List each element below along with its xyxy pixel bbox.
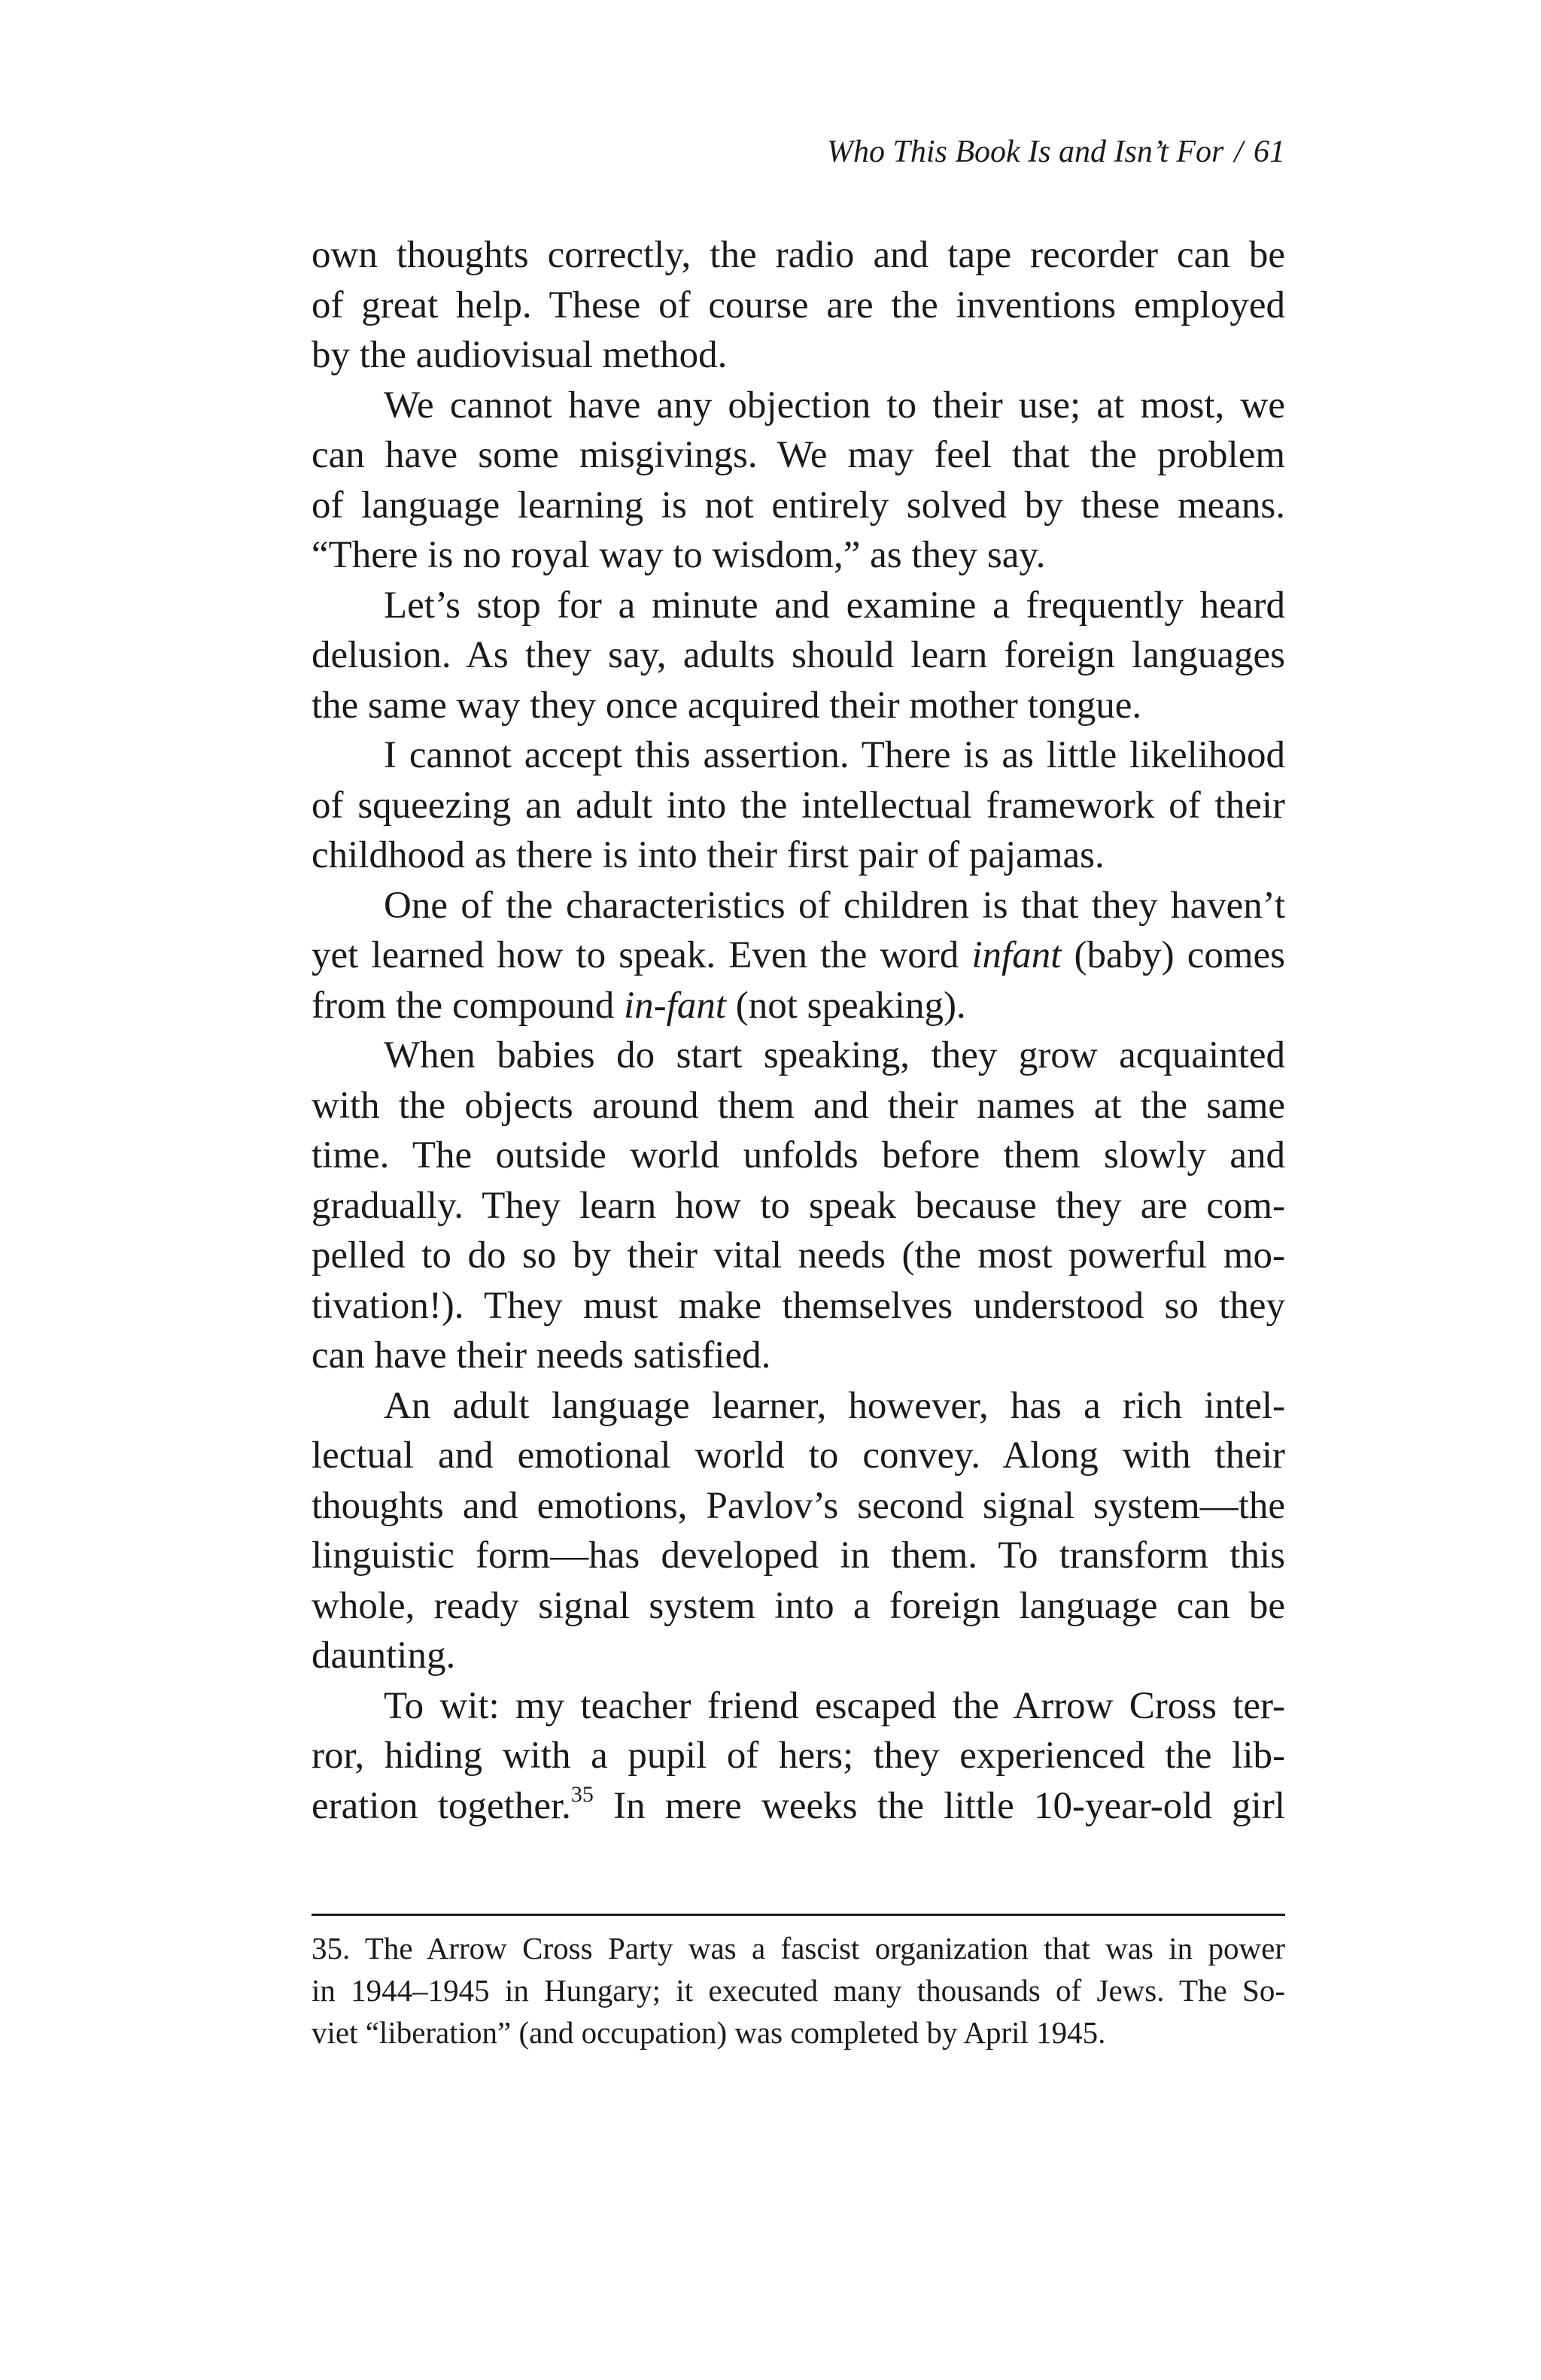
body-line: We cannot have any objection to their use; at most, we (384, 384, 1285, 427)
body-line: “There is no royal way to wisdom,” as they say. (312, 534, 1046, 576)
footnote-reference[interactable]: 35 (570, 1781, 594, 1807)
body-line: delusion. As they say, adults should learn foreign languages (312, 634, 1285, 676)
body-text (312, 230, 1285, 1831)
body-line: linguistic form—has developed in them. To transform this (312, 1535, 1285, 1577)
body-line: An adult language learner, however, has a rich intel- (384, 1384, 1285, 1427)
body-line: Let’s stop for a minute and examine a frequently heard (384, 584, 1285, 627)
body-line: When babies do start speaking, they grow acquainted (384, 1034, 1285, 1076)
body-line: childhood as there is into their first pair of pajamas. (312, 834, 1105, 876)
italic-term-in-fant: in-fant (624, 984, 726, 1027)
body-line-in-fant: from the compound in-fant (not speaking). (312, 984, 966, 1027)
body-line: time. The outside world unfolds before them slowly and (312, 1134, 1285, 1176)
body-line: daunting. (312, 1635, 456, 1677)
body-line: of great help. These of course are the inventions employed (312, 284, 1285, 326)
body-line: the same way they once acquired their mother tongue. (312, 684, 1142, 727)
header-separator: / (1234, 135, 1243, 169)
body-line: own thoughts correctly, the radio and tape recorder can be (312, 234, 1285, 276)
running-title: Who This Book Is and Isn’t For (827, 135, 1224, 169)
italic-term-infant: infant (971, 934, 1062, 976)
body-line: can have some misgivings. We may feel that the problem (312, 434, 1285, 476)
body-line: pelled to do so by their vital needs (the most powerful mo- (312, 1234, 1285, 1277)
footnote-line: in 1944–1945 in Hungary; it executed many thousands of Jews. The So- (312, 1973, 1285, 2008)
body-line: One of the characteristics of children is that they haven’t (384, 884, 1285, 927)
body-line: of squeezing an adult into the intellectual framework of their (312, 784, 1285, 827)
body-line: thoughts and emotions, Pavlov’s second signal system—the (312, 1484, 1285, 1527)
body-line-infant: yet learned how to speak. Even the word infant (baby) comes (312, 934, 1285, 976)
body-line: of language learning is not entirely solved by these means. (312, 484, 1285, 527)
footnote-line: viet “liberation” (and occupation) was completed by April 1945. (312, 2015, 1106, 2050)
body-line: can have their needs satisfied. (312, 1334, 771, 1377)
body-line: lectual and emotional world to convey. Along with their (312, 1434, 1285, 1477)
running-head (312, 129, 1285, 175)
body-line: whole, ready signal system into a foreign language can be (312, 1584, 1285, 1627)
body-line: with the objects around them and their names at the same (312, 1084, 1285, 1127)
body-line: To wit: my teacher friend escaped the Arrow Cross ter- (384, 1684, 1285, 1727)
body-line: gradually. They learn how to speak because they are com- (312, 1184, 1285, 1227)
body-line: I cannot accept this assertion. There is as little likelihood (384, 734, 1285, 776)
body-line: by the audiovisual method. (312, 334, 728, 376)
body-line: ror, hiding with a pupil of hers; they experienced the lib- (312, 1735, 1285, 1777)
body-line-footnote-ref: eration together.$^{35}$ In mere weeks the little 10-year-old girl (312, 1781, 1285, 1827)
footnotes (312, 1927, 1285, 2054)
page-number: 61 (1254, 135, 1285, 169)
footnote-divider (312, 1914, 1285, 1916)
footnote-line: 35. The Arrow Cross Party was a fascist organization that was in power (312, 1931, 1285, 1966)
body-line: tivation!). They must make themselves understood so they (312, 1284, 1285, 1327)
